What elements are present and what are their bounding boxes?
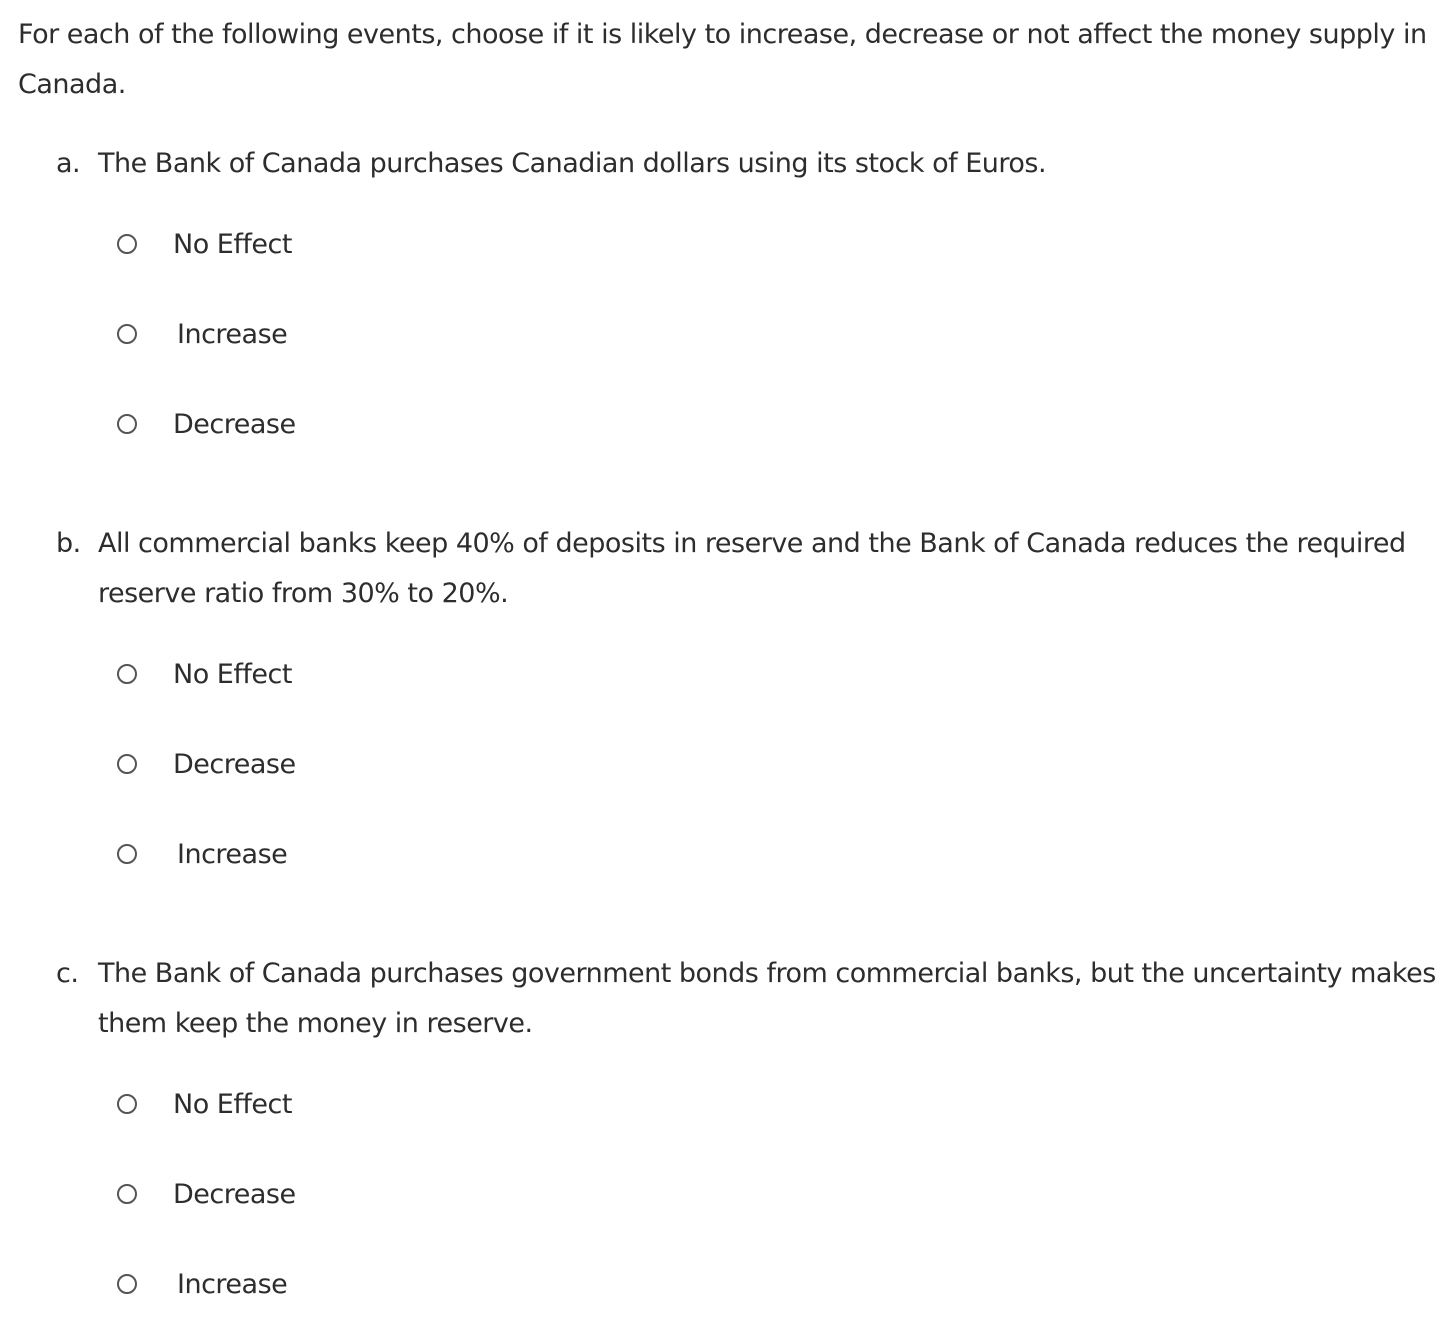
option-label: Decrease: [173, 408, 296, 440]
question-a: [56, 139, 1446, 189]
question-b-option-increase[interactable]: [117, 839, 287, 869]
question-a-letter: a.: [56, 148, 81, 179]
option-label: Decrease: [173, 748, 296, 780]
question-b-letter: b.: [56, 528, 81, 559]
radio-button[interactable]: [117, 1274, 137, 1294]
question-c-option-decrease[interactable]: [117, 1179, 296, 1209]
question-b-text: All commercial banks keep 40% of deposits in reserve and the Bank of Canada reduces the required reserve ratio from 30% to 20%.: [98, 528, 1406, 609]
radio-button[interactable]: [117, 1184, 137, 1204]
radio-button[interactable]: [117, 844, 137, 864]
question-c-option-increase[interactable]: [117, 1269, 287, 1299]
radio-button[interactable]: [117, 754, 137, 774]
instructions-text: For each of the following events, choose if it is likely to increase, decrease or not affect the money supply in Canada.: [18, 19, 1427, 100]
radio-button[interactable]: [117, 664, 137, 684]
option-label: Increase: [177, 318, 288, 350]
question-b-option-no-effect[interactable]: [117, 659, 292, 689]
option-label: Decrease: [173, 1178, 296, 1210]
question-c: [56, 949, 1446, 1049]
question-c-option-no-effect[interactable]: [117, 1089, 292, 1119]
radio-button[interactable]: [117, 324, 137, 344]
option-label: No Effect: [173, 658, 292, 690]
question-a-option-increase[interactable]: [117, 319, 287, 349]
option-label: No Effect: [173, 1088, 292, 1120]
question-b-option-decrease[interactable]: [117, 749, 296, 779]
question-b: [56, 519, 1446, 619]
question-a-text: The Bank of Canada purchases Canadian dollars using its stock of Euros.: [98, 148, 1047, 179]
option-label: Increase: [177, 1268, 288, 1300]
question-c-letter: c.: [56, 958, 79, 989]
question-a-option-decrease[interactable]: [117, 409, 296, 439]
radio-button[interactable]: [117, 234, 137, 254]
question-a-option-no-effect[interactable]: [117, 229, 292, 259]
radio-button[interactable]: [117, 1094, 137, 1114]
question-c-text: The Bank of Canada purchases government bonds from commercial banks, but the uncertainty makes them keep the money in reserve.: [98, 958, 1436, 1039]
radio-button[interactable]: [117, 414, 137, 434]
option-label: Increase: [177, 838, 288, 870]
option-label: No Effect: [173, 228, 292, 260]
